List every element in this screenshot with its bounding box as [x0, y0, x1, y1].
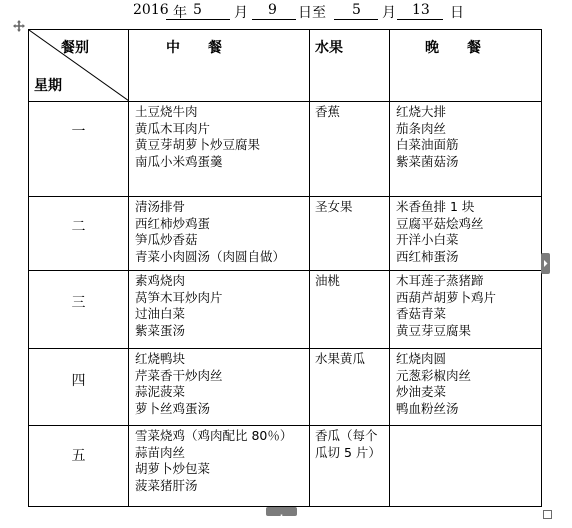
day2-unit: 日: [450, 5, 464, 21]
lunch-dish: 过油白菜: [135, 306, 186, 322]
dinner-dish: 元葱彩椒肉丝: [396, 367, 472, 383]
fruit-cell: [310, 102, 390, 197]
table-row: [29, 102, 542, 197]
dinner-title: 晚 餐: [425, 40, 481, 56]
dinner-cell: [390, 426, 542, 507]
table-move-handle-icon[interactable]: [13, 17, 25, 29]
lunch-dish: 笋瓜炒香菇: [135, 232, 198, 248]
lunch-dish: 菠菜猪肝汤: [135, 477, 198, 493]
lunch-dish: 胡萝卜炒包菜: [135, 461, 211, 477]
lunch-dish: 雪菜烧鸡（鸡肉配比 80％）: [135, 428, 293, 443]
lunch-dish: 黄瓜木耳肉片: [135, 120, 211, 136]
lunch-dish: 黄豆芽胡萝卜炒豆腐果: [135, 137, 261, 153]
fruit-value: 水果黄瓜: [315, 351, 366, 366]
day2-underline: [397, 19, 443, 20]
lunch-dish: 南瓜小米鸡蛋羹: [135, 153, 223, 169]
day-cell: 五: [29, 426, 129, 507]
dinner-cell: [390, 349, 542, 426]
month2-underline: [334, 19, 378, 20]
header-dinner-cell: [390, 30, 542, 102]
column-resize-handle[interactable]: [541, 253, 550, 274]
month1-underline: [166, 19, 230, 20]
month1-unit: 月: [234, 5, 248, 21]
lunch-cell: [129, 102, 310, 197]
lunch-cell: [129, 197, 310, 271]
month1-value: 5: [193, 2, 202, 18]
dinner-dish: 米香鱼排 1 块: [396, 199, 475, 214]
month2-value: 5: [352, 2, 361, 18]
dinner-dish: 炒油麦菜: [396, 384, 447, 400]
fruit-cell: [310, 426, 390, 507]
table-header-row: [29, 30, 542, 102]
day-cell: 二: [29, 197, 129, 271]
lunch-dish: 西红柿炒鸡蛋: [135, 215, 211, 231]
lunch-cell: [129, 426, 310, 507]
lunch-dish: 莴笋木耳炒肉片: [135, 289, 223, 305]
dinner-cell: [390, 271, 542, 349]
lunch-dish: 芹菜香干炒肉丝: [135, 367, 223, 383]
table-row: [29, 426, 542, 507]
dinner-dish: 紫菜菌菇汤: [396, 153, 459, 169]
add-row-button[interactable]: [266, 507, 297, 516]
lunch-dish: 红烧鸭块: [135, 351, 186, 366]
lunch-dish: 素鸡烧肉: [135, 273, 186, 288]
day1-value: 9: [268, 2, 277, 18]
day1-underline: [252, 19, 296, 20]
day-cell: 一: [29, 102, 129, 197]
day-to-label: 日至: [298, 5, 326, 21]
lunch-cell: [129, 349, 310, 426]
dinner-dish: 红烧大排: [396, 104, 447, 119]
lunch-cell: [129, 271, 310, 349]
dinner-dish: 西红柿蛋汤: [396, 248, 459, 264]
header-fruit-cell: [310, 30, 390, 102]
lunch-dish: 蒜泥菠菜: [135, 384, 186, 400]
date-line: [0, 2, 572, 22]
fruit-cell: [310, 349, 390, 426]
dinner-dish: 木耳莲子蒸猪蹄: [396, 273, 484, 288]
dinner-dish: 黄豆芽豆腐果: [396, 322, 472, 338]
dinner-dish: 豆腐平菇烩鸡丝: [396, 215, 484, 231]
dinner-dish: 茄条肉丝: [396, 120, 447, 136]
dinner-dish: 白菜油面筋: [396, 137, 459, 153]
fruit-value: 香瓜（每个瓜切 5 片）: [315, 428, 381, 460]
day-cell: 四: [29, 349, 129, 426]
fruit-value: 圣女果: [315, 199, 353, 214]
table-resize-corner-icon[interactable]: [543, 510, 552, 519]
day-cell: 三: [29, 271, 129, 349]
dinner-dish: 西葫芦胡萝卜鸡片: [396, 289, 497, 305]
header-diagonal-cell: [29, 30, 129, 102]
dinner-dish: 鸭血粉丝汤: [396, 400, 459, 416]
table-row: [29, 349, 542, 426]
table-row: [29, 197, 542, 271]
fruit-title: 水果: [315, 40, 343, 56]
dinner-dish: 开洋小白菜: [396, 232, 459, 248]
header-lunch-cell: [129, 30, 310, 102]
lunch-title: 中 餐: [166, 40, 222, 56]
dinner-dish: 香菇青菜: [396, 306, 447, 322]
fruit-cell: [310, 197, 390, 271]
lunch-dish: 清汤排骨: [135, 199, 186, 214]
year-value: 2016: [133, 2, 169, 18]
lunch-dish: 萝卜丝鸡蛋汤: [135, 400, 211, 416]
table-row: [29, 271, 542, 349]
weekly-menu-table: [28, 29, 542, 507]
fruit-cell: [310, 271, 390, 349]
lunch-dish: 蒜苗肉丝: [135, 444, 186, 460]
dinner-cell: [390, 197, 542, 271]
year-unit: 年: [173, 5, 187, 21]
lunch-dish: 紫菜蛋汤: [135, 322, 186, 338]
fruit-value: 油桃: [315, 273, 341, 288]
day2-value: 13: [412, 2, 430, 18]
lunch-dish: 土豆烧牛肉: [135, 104, 198, 119]
weekday-label: 星期: [34, 78, 62, 94]
lunch-dish: 青菜小肉圆汤（肉圆自做）: [135, 248, 286, 264]
month2-unit: 月: [382, 5, 396, 21]
meal-type-label: 餐别: [61, 40, 89, 56]
dinner-dish: 红烧肉圆: [396, 351, 447, 366]
dinner-cell: [390, 102, 542, 197]
fruit-value: 香蕉: [315, 104, 341, 119]
